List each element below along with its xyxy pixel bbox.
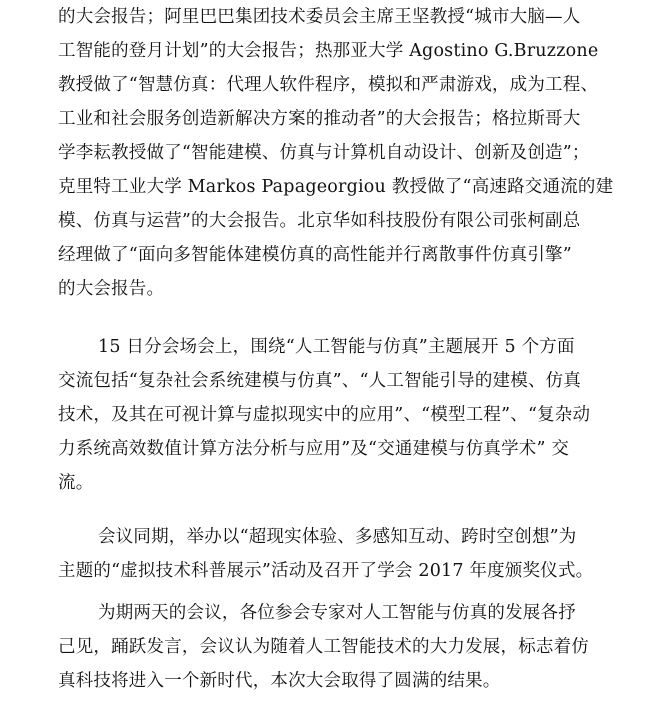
- text-line: 教授做了“智慧仿真：代理人软件程序，模拟和严肃游戏，成为工程、: [58, 75, 599, 95]
- text-line: 的大会报告；阿里巴巴集团技术委员会主席王坚教授“城市大脑—人: [58, 7, 581, 27]
- text-line: 工智能的登月计划”的大会报告；热那亚大学 Agostino G.Bruzzone: [58, 41, 599, 61]
- text-line: 己见，踊跃发言，会议认为随着人工智能技术的大力发展，标志着仿: [58, 637, 589, 657]
- text-line: 真科技将进入一个新时代，本次大会取得了圆满的结果。: [58, 671, 501, 691]
- text-line: 主题的“虚拟技术科普展示”活动及召开了学会 2017 年度颁奖仪式。: [58, 561, 594, 581]
- text-line: 流。: [58, 473, 94, 493]
- text-line: 技术，及其在可视计算与虚拟现实中的应用”、“模型工程”、“复杂动: [58, 405, 591, 425]
- text-line: 交流包括“复杂社会系统建模与仿真”、“人工智能引导的建模、仿真: [58, 371, 582, 391]
- text-line: 工业和社会服务创造新解决方案的推动者”的大会报告；格拉斯哥大: [58, 109, 581, 129]
- text-line: 模、仿真与运营”的大会报告。北京华如科技股份有限公司张柯副总: [58, 211, 581, 231]
- text-line: 15 日分会场会上，围绕“人工智能与仿真”主题展开 5 个方面: [98, 337, 575, 357]
- text-line: 会议同期，举办以“超现实体验、多感知互动、跨时空创想”为: [98, 527, 577, 547]
- text-line: 的大会报告。: [58, 279, 165, 299]
- paragraph-sub-sessions: [58, 330, 608, 500]
- text-line: 经理做了“面向多智能体建模仿真的高性能并行离散事件仿真引擎”: [58, 245, 572, 265]
- text-line: 为期两天的会议，各位参会专家对人工智能与仿真的发展各抒: [98, 603, 576, 623]
- text-line: 学李耘教授做了“智能建模、仿真与计算机自动设计、创新及创造”；: [58, 143, 590, 163]
- paragraph-side-events: [58, 520, 608, 588]
- paragraph-keynote-reports: [58, 0, 614, 306]
- paragraph-conclusion: [58, 596, 608, 698]
- text-line: 克里特工业大学 Markos Papageorgiou 教授做了“高速路交通流的建: [58, 177, 614, 197]
- text-line: 力系统高效数值计算方法分析与应用”及“交通建模与仿真学术” 交: [58, 439, 570, 459]
